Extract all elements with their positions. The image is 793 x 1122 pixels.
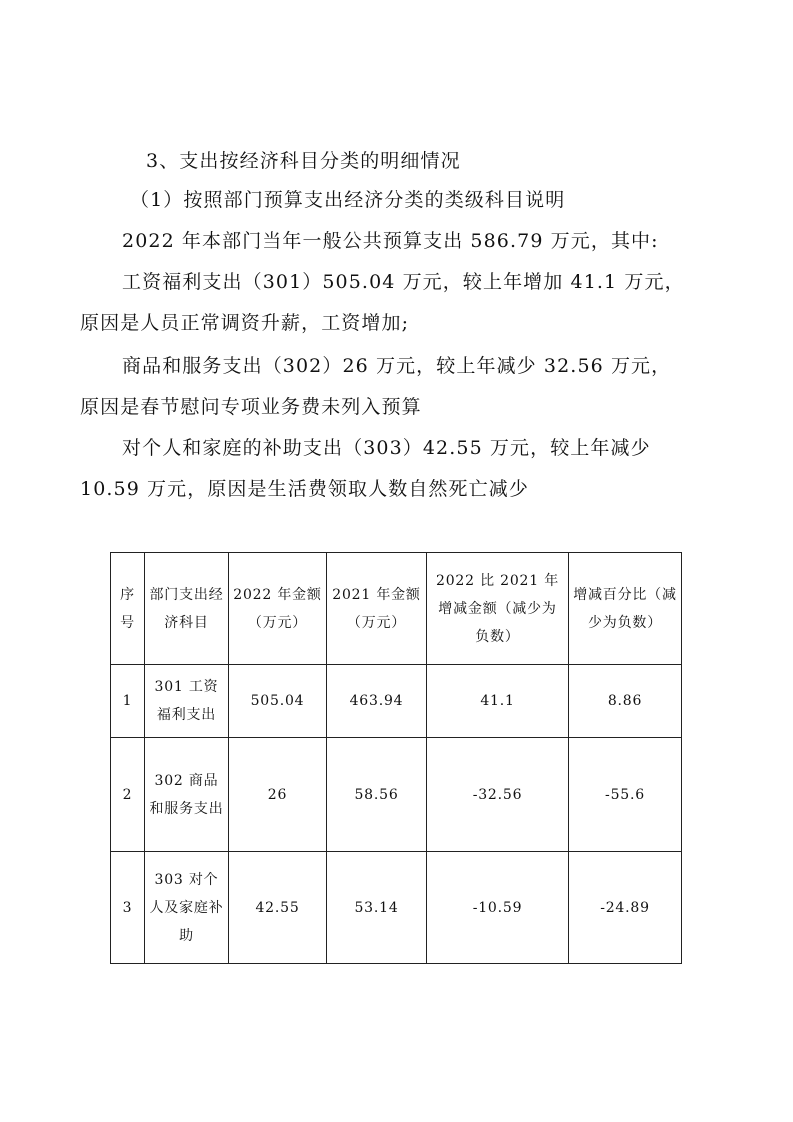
cell-amount-2021: 53.14 [327, 852, 427, 964]
section-heading: 3、支出按经济科目分类的明细情况 [146, 150, 461, 172]
paragraph-303-line2: 10.59 万元，原因是生活费领取人数自然死亡减少 [80, 478, 529, 500]
paragraph-302-line1: 商品和服务支出（302）26 万元，较上年减少 32.56 万元， [122, 355, 672, 377]
header-change-amount: 2022 比 2021 年增减金额（减少为负数） [427, 553, 569, 665]
expenditure-table [110, 552, 682, 964]
cell-category: 303 对个人及家庭补助 [145, 852, 229, 964]
cell-change-percent: 8.86 [569, 665, 682, 738]
header-amount-2022: 2022 年金额（万元） [229, 553, 327, 665]
cell-change-amount: 41.1 [427, 665, 569, 738]
header-category: 部门支出经济科目 [145, 553, 229, 665]
header-change-percent: 增减百分比（减少为负数） [569, 553, 682, 665]
table-row [111, 665, 682, 738]
cell-amount-2022: 26 [229, 738, 327, 852]
cell-change-percent: -24.89 [569, 852, 682, 964]
subsection-heading: （1）按照部门预算支出经济分类的类级科目说明 [130, 189, 566, 211]
cell-amount-2021: 463.94 [327, 665, 427, 738]
cell-amount-2022: 42.55 [229, 852, 327, 964]
cell-change-amount: -10.59 [427, 852, 569, 964]
header-amount-2021: 2021 年金额（万元） [327, 553, 427, 665]
cell-change-percent: -55.6 [569, 738, 682, 852]
paragraph-302-line2: 原因是春节慰问专项业务费未列入预算 [80, 396, 422, 418]
cell-change-amount: -32.56 [427, 738, 569, 852]
table-row [111, 852, 682, 964]
paragraph-301-line1: 工资福利支出（301）505.04 万元，较上年增加 41.1 万元， [122, 271, 685, 293]
cell-seq: 2 [111, 738, 145, 852]
cell-seq: 1 [111, 665, 145, 738]
paragraph-301-line2: 原因是人员正常调资升薪，工资增加; [80, 312, 410, 334]
cell-seq: 3 [111, 852, 145, 964]
table-header-row [111, 553, 682, 665]
header-seq: 序号 [111, 553, 145, 665]
cell-amount-2022: 505.04 [229, 665, 327, 738]
cell-category: 301 工资福利支出 [145, 665, 229, 738]
cell-amount-2021: 58.56 [327, 738, 427, 852]
cell-category: 302 商品和服务支出 [145, 738, 229, 852]
paragraph-303-line1: 对个人和家庭的补助支出（303）42.55 万元，较上年减少 [122, 437, 651, 459]
summary-paragraph: 2022 年本部门当年一般公共预算支出 586.79 万元，其中: [122, 230, 659, 252]
table-row [111, 738, 682, 852]
